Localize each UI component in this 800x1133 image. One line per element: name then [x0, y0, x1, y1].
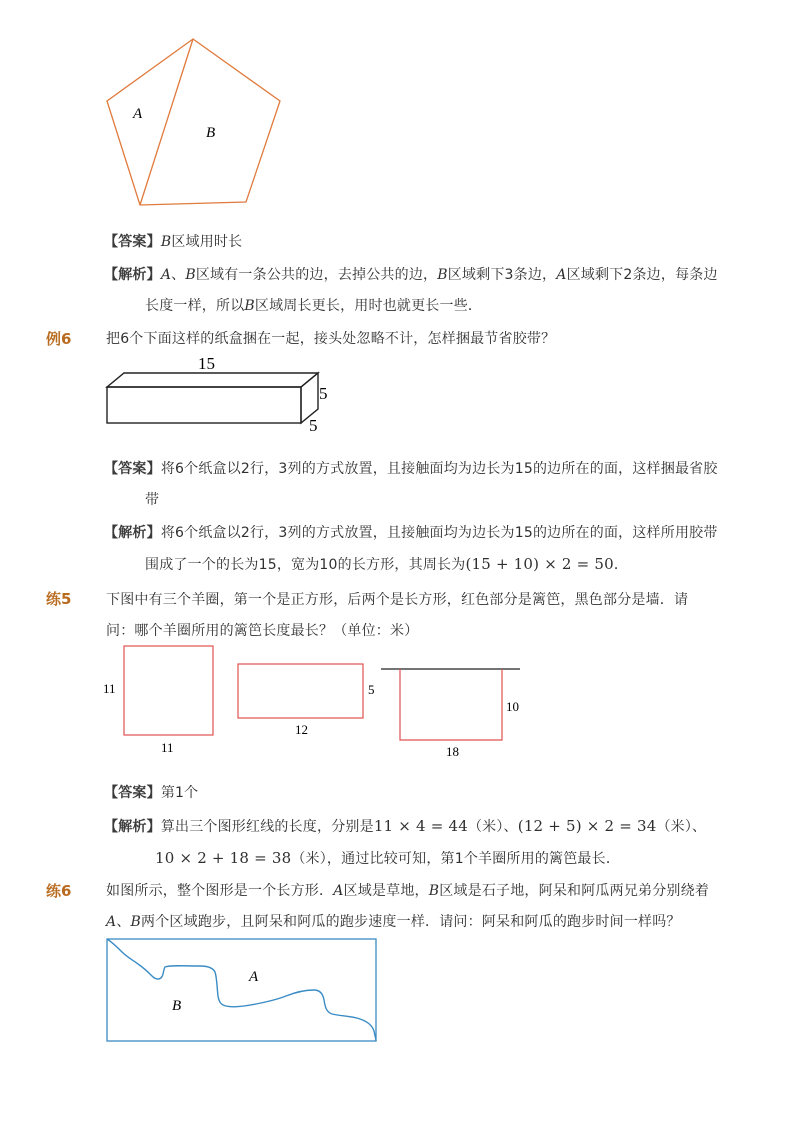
field-label-a: A	[249, 969, 259, 985]
letter-b: B	[244, 298, 255, 314]
pr5-analysis-line2	[155, 848, 620, 869]
letter-a: A	[556, 267, 567, 283]
answer-tag: 【答案】	[104, 461, 161, 477]
text: 长度一样，所以	[145, 298, 245, 314]
pr6-label: 练6	[46, 882, 72, 900]
pen3-bottom-label: 18	[446, 744, 459, 759]
text: 如图所示，整个图形是一个长方形．	[106, 883, 334, 899]
ex6-label: 例6	[46, 330, 72, 348]
pen3-side-label: 10	[506, 699, 519, 714]
ex5-analysis-line1	[104, 265, 718, 285]
pr6-question-line2	[106, 912, 681, 932]
text: 区域有一条公共的边，去掉公共的边，	[195, 267, 438, 283]
analysis-tag: 【解析】	[104, 525, 161, 541]
letter-a: A	[333, 883, 344, 899]
text: 区域周长更长，用时也就更长一些．	[254, 298, 483, 314]
ex5-answer	[104, 232, 242, 252]
letter-a: A	[160, 267, 172, 283]
text: 区域是石子地，阿呆和阿瓜两兄弟分别绕着	[439, 883, 710, 899]
formula: (15 + 10) × 2 = 50	[465, 555, 614, 573]
box-length-label: 15	[198, 354, 215, 373]
field-label-b: B	[172, 998, 182, 1014]
text: 区域剩下3条边，	[447, 267, 557, 283]
ex6-answer-line1	[104, 459, 718, 479]
pen1-side-label: 11	[103, 681, 116, 696]
ex6-analysis-line1	[104, 523, 718, 543]
ex6-analysis-line2	[145, 554, 628, 575]
field-figure	[100, 930, 385, 1050]
letter-a: A	[106, 914, 117, 930]
pr5-question-line1: 下图中有三个羊圈，第一个是正方形，后两个是长方形，红色部分是篱笆，黑色部分是墙．请	[106, 592, 689, 608]
pr5-question-line2: 问：哪个羊圈所用的篱笆长度最长？（单位：米）	[106, 623, 419, 639]
answer-tag: 【答案】	[104, 785, 161, 801]
analysis-text: 将6个纸盒以2行，3列的方式放置，且接触面均为边长为15的边所在的面，这样所用胶带	[160, 525, 718, 541]
sep: 、	[116, 914, 131, 930]
unit: （米）、	[467, 819, 518, 835]
analysis-text: （米），通过比较可知，第1个羊圈所用的篱笆最长．	[291, 851, 621, 867]
analysis-tag: 【解析】	[104, 819, 161, 835]
pentagon-label-b: B	[206, 125, 216, 141]
analysis-tag: 【解析】	[104, 267, 161, 283]
answer-text: 将6个纸盒以2行，3列的方式放置，且接触面均为边长为15的边所在的面，这样捆最省胶	[160, 461, 718, 477]
text: 两个区域跑步，且阿呆和阿瓜的跑步速度一样．请问：阿呆和阿瓜的跑步时间一样吗？	[141, 914, 681, 930]
text: 区域剩下2条边，每条边	[566, 267, 718, 283]
ex6-answer-line2: 带	[145, 492, 160, 508]
formula: 10 × 2 + 18 = 38	[155, 849, 292, 867]
answer-letter: B	[160, 234, 172, 250]
pr5-answer	[104, 783, 198, 803]
answer-tag: 【答案】	[104, 234, 161, 250]
ex6-question: 把6个下面这样的纸盒捆在一起，接头处忽略不计，怎样捆最节省胶带？	[106, 331, 556, 347]
formula: 11 × 4 = 44	[373, 817, 468, 835]
period: ．	[613, 557, 629, 573]
box-depth-label: 5	[309, 416, 318, 435]
pr6-question-line1	[106, 881, 709, 901]
box-height-label: 5	[319, 384, 328, 403]
pr5-analysis-line1	[104, 816, 706, 837]
pr5-label: 练5	[46, 590, 72, 608]
pentagon-figure	[100, 30, 290, 210]
letter-b: B	[428, 883, 440, 899]
sheep-pens-figure	[95, 640, 535, 765]
unit: （米）、	[656, 819, 707, 835]
formula: (12 + 5) × 2 = 34	[517, 817, 657, 835]
box-figure	[100, 350, 340, 440]
analysis-text: 算出三个图形红线的长度，分别是	[160, 819, 374, 835]
sep: 、	[171, 267, 186, 283]
analysis-text: 围成了一个的长为15，宽为10的长方形，其周长为	[145, 557, 466, 573]
letter-b: B	[437, 267, 448, 283]
letter-b: B	[185, 267, 196, 283]
pen2-side-label: 5	[368, 682, 375, 697]
pen2-bottom-label: 12	[295, 722, 308, 737]
ex5-analysis-line2	[145, 296, 482, 316]
letter-b: B	[130, 914, 142, 930]
pentagon-label-a: A	[133, 106, 143, 122]
text: 区域是草地，	[343, 883, 429, 899]
answer-text: 第1个	[160, 785, 199, 801]
answer-text: 区域用时长	[171, 234, 243, 250]
pen1-bottom-label: 11	[161, 740, 174, 755]
